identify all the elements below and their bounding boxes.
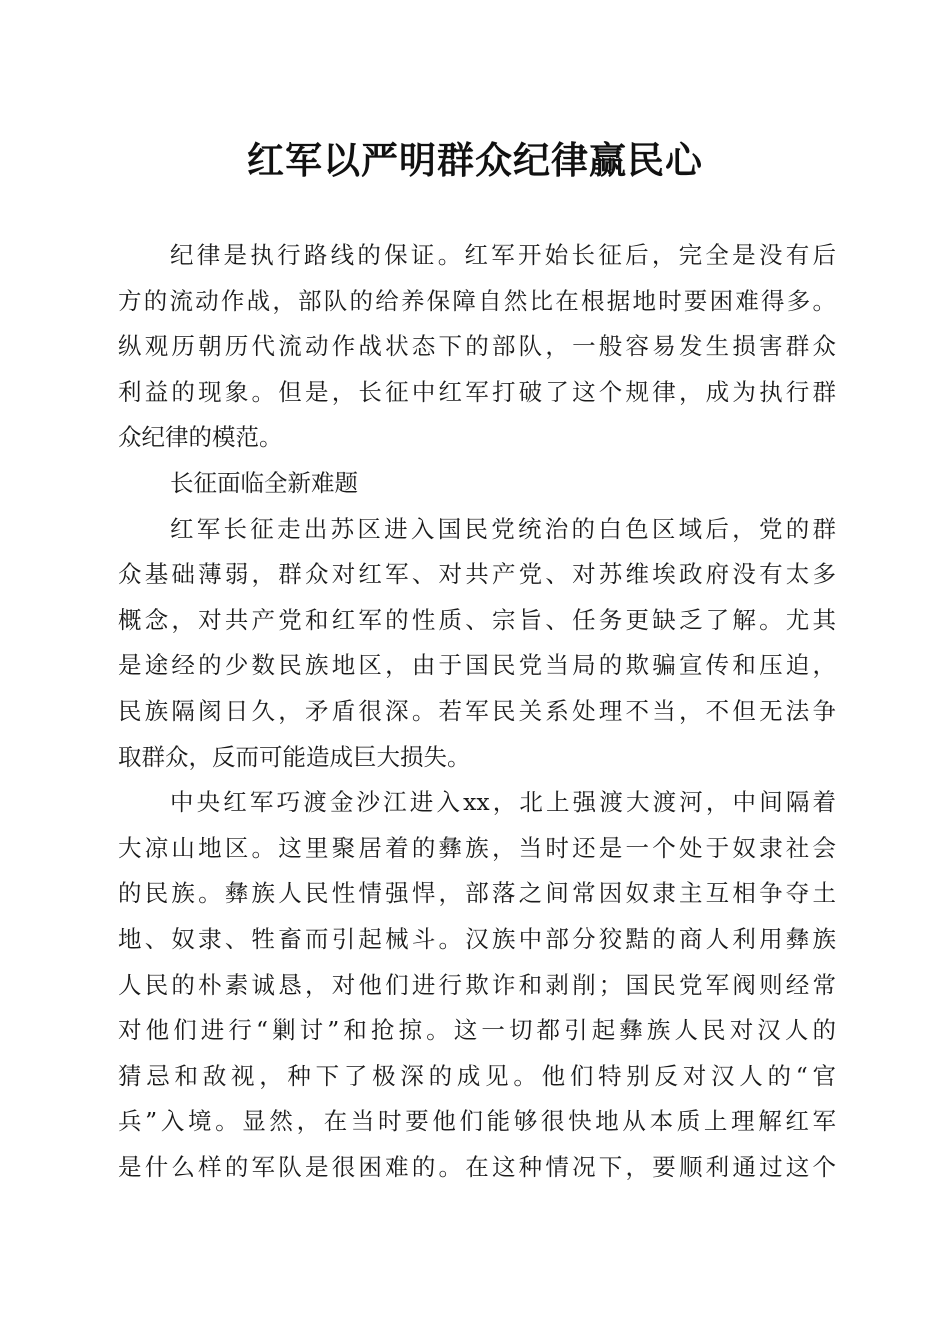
text-line: 中央红军巧渡金沙江进入xx，北上强渡大渡河，中间隔着 [170, 788, 836, 817]
text-line: 人民的朴素诚恳，对他们进行欺诈和剥削；国民党军阀则经常 [118, 970, 836, 999]
text-line: 取群众，反而可能造成巨大损失。 [118, 742, 471, 771]
text-line: 红军长征走出苏区进入国民党统治的白色区域后，党的群 [170, 514, 836, 543]
text-line: 地、奴隶、牲畜而引起械斗。汉族中部分狡黠的商人利用彝族 [118, 924, 836, 953]
text-line: 利益的现象。但是，长征中红军打破了这个规律，成为执行群 [118, 377, 836, 406]
text-line: 是什么样的军队是很困难的。在这种情况下，要顺利通过这个 [118, 1152, 836, 1181]
text-line: 民族隔阂日久，矛盾很深。若军民关系处理不当，不但无法争 [118, 696, 836, 725]
text-line: 概念，对共产党和红军的性质、宗旨、任务更缺乏了解。尤其 [118, 605, 836, 634]
text-line: 猜忌和敌视，种下了极深的成见。他们特别反对汉人的“官 [118, 1061, 836, 1090]
text-line: 的民族。彝族人民性情强悍，部落之间常因奴隶主互相争夺土 [118, 879, 836, 908]
text-line: 纵观历朝历代流动作战状态下的部队，一般容易发生损害群众 [118, 332, 836, 361]
text-line: 长征面临全新难题 [170, 468, 358, 497]
document-title: 红军以严明群众纪律赢民心 [247, 138, 703, 182]
text-line: 众基础薄弱，群众对红军、对共产党、对苏维埃政府没有太多 [118, 560, 836, 589]
text-line: 方的流动作战，部队的给养保障自然比在根据地时要困难得多。 [118, 286, 836, 315]
text-line: 大凉山地区。这里聚居着的彝族，当时还是一个处于奴隶社会 [118, 833, 836, 862]
text-line: 众纪律的模范。 [118, 423, 283, 452]
text-line: 是途经的少数民族地区，由于国民党当局的欺骗宣传和压迫， [118, 651, 836, 680]
text-line: 纪律是执行路线的保证。红军开始长征后，完全是没有后 [170, 241, 836, 269]
text-line: 兵”入境。显然，在当时要他们能够很快地从本质上理解红军 [118, 1107, 836, 1136]
text-line: 对他们进行“剿讨”和抢掠。这一切都引起彝族人民对汉人的 [118, 1016, 836, 1045]
document-body [118, 233, 836, 1190]
